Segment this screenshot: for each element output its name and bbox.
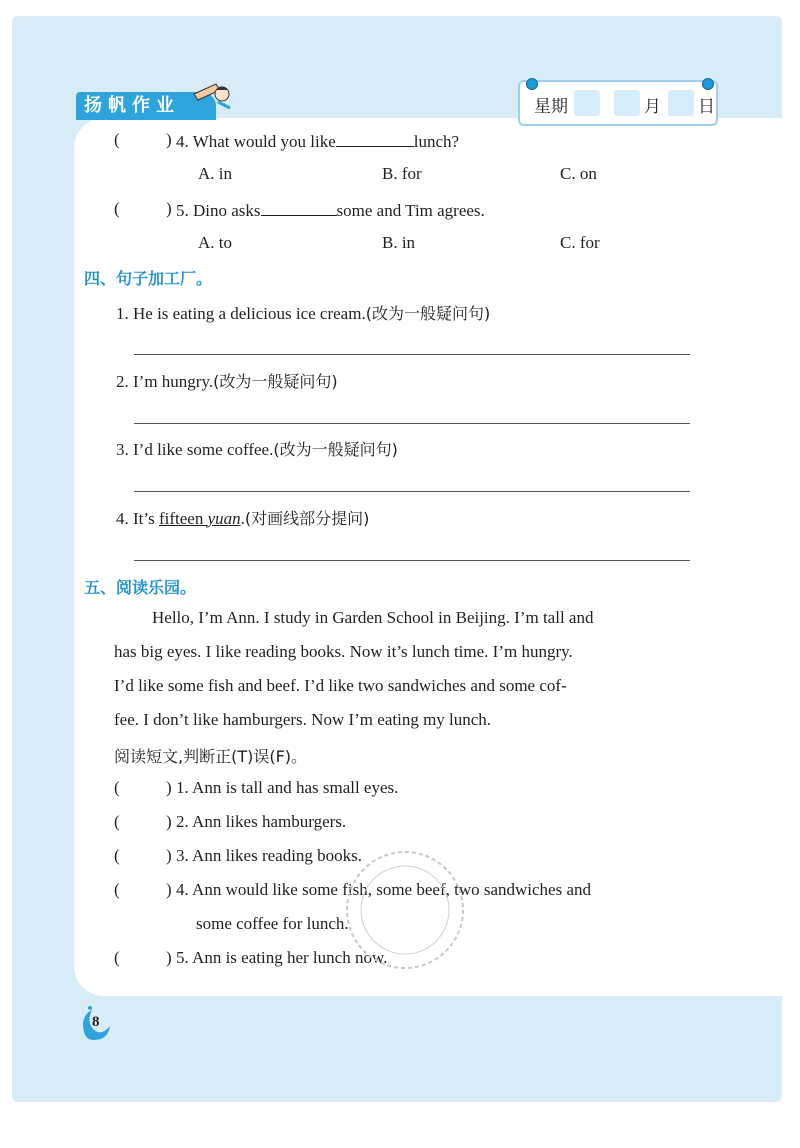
option-c: C. on bbox=[560, 164, 597, 183]
question-text-pre: Dino asks bbox=[193, 201, 261, 220]
sailor-boy-icon bbox=[190, 80, 236, 110]
passage-line-1: Hello, I’m Ann. I study in Garden School in Beijing. I’m tall and bbox=[152, 608, 594, 627]
pin-icon-left bbox=[526, 78, 538, 90]
answer-paren-open: ( bbox=[114, 130, 120, 149]
question-text-pre: What would you like bbox=[192, 132, 336, 151]
answer-paren-open: ( bbox=[114, 948, 120, 967]
option-c: C. for bbox=[560, 233, 600, 252]
passage-line-3: I’d like some fish and beef. I’d like two sandwiches and some cof- bbox=[114, 676, 567, 695]
option-a: A. in bbox=[198, 164, 232, 183]
tf-statement-2: 2. Ann likes hamburgers. bbox=[176, 812, 347, 831]
item-instruction: (改为一般疑问句) bbox=[213, 372, 338, 391]
rewrite-item-3 bbox=[116, 437, 398, 460]
answer-paren-close: ) bbox=[166, 778, 172, 797]
page-number: 8 bbox=[92, 1014, 100, 1030]
answer-paren-close: ) bbox=[166, 199, 172, 218]
day-blank[interactable] bbox=[668, 90, 694, 116]
watermark-stamp bbox=[330, 840, 480, 980]
passage-line-4: fee. I don’t like hamburgers. Now I’m eating my lunch. bbox=[114, 710, 492, 729]
item-english: 1. He is eating a delicious ice cream. bbox=[116, 304, 366, 323]
question-5 bbox=[176, 199, 485, 221]
answer-line-2[interactable] bbox=[134, 423, 690, 424]
day-label: 日 bbox=[698, 97, 715, 117]
answer-paren-close: ) bbox=[166, 812, 172, 831]
answer-paren-open: ( bbox=[114, 778, 120, 797]
week-blank[interactable] bbox=[574, 90, 600, 116]
section-5-heading: 五、阅读乐园。 bbox=[84, 578, 197, 597]
underlined-word: fifteen bbox=[158, 509, 208, 528]
rewrite-item-2 bbox=[116, 369, 338, 392]
pin-icon-right bbox=[702, 78, 714, 90]
item-instruction: (对画线部分提问) bbox=[244, 509, 370, 528]
item-instruction: (改为一般疑问句) bbox=[365, 304, 491, 323]
tf-instruction: 阅读短文,判断正(T)误(F)。 bbox=[114, 747, 308, 766]
answer-paren-open: ( bbox=[114, 812, 120, 831]
answer-paren-close: ) bbox=[166, 948, 172, 967]
answer-paren-open: ( bbox=[114, 199, 120, 218]
answer-paren-open: ( bbox=[114, 846, 120, 865]
question-number: 4. bbox=[176, 132, 189, 151]
option-b: B. for bbox=[382, 164, 422, 183]
question-number: 5. bbox=[176, 201, 189, 220]
week-label: 星期 bbox=[534, 97, 568, 117]
fill-blank[interactable] bbox=[261, 199, 337, 216]
item-english-post: . bbox=[240, 509, 245, 528]
answer-paren-open: ( bbox=[114, 880, 120, 899]
tf-statement-4-continued: some coffee for lunch. bbox=[196, 914, 349, 933]
option-b: B. in bbox=[382, 233, 416, 252]
tf-statement-1: 1. Ann is tall and has small eyes. bbox=[176, 778, 399, 797]
answer-line-3[interactable] bbox=[134, 491, 690, 492]
tf-statement-4: 4. Ann would like some fish, some beef, two sandwiches and bbox=[176, 880, 592, 899]
fill-blank[interactable] bbox=[336, 130, 414, 147]
date-box bbox=[518, 80, 718, 126]
answer-paren-close: ) bbox=[166, 880, 172, 899]
month-blank[interactable] bbox=[614, 90, 640, 116]
underlined-word-italic: yuan bbox=[207, 509, 241, 528]
tf-statement-5: 5. Ann is eating her lunch now. bbox=[176, 948, 388, 967]
question-text-post: some and Tim agrees. bbox=[336, 201, 485, 220]
answer-line-4[interactable] bbox=[134, 560, 690, 561]
rewrite-item-1 bbox=[116, 301, 490, 324]
tf-statement-3: 3. Ann likes reading books. bbox=[176, 846, 363, 865]
option-a: A. to bbox=[198, 233, 232, 252]
answer-paren-close: ) bbox=[166, 130, 172, 149]
passage-line-2: has big eyes. I like reading books. Now it’s lunch time. I’m hungry. bbox=[114, 642, 573, 661]
rewrite-item-4 bbox=[116, 506, 369, 529]
section-4-heading: 四、句子加工厂。 bbox=[84, 269, 213, 288]
item-instruction: (改为一般疑问句) bbox=[273, 440, 398, 459]
answer-line-1[interactable] bbox=[134, 354, 690, 355]
item-english: 2. I’m hungry. bbox=[116, 372, 214, 391]
month-label: 月 bbox=[644, 97, 661, 117]
item-english: 3. I’d like some coffee. bbox=[116, 440, 274, 459]
item-english-pre: 4. It’s bbox=[116, 509, 159, 528]
question-text-post: lunch? bbox=[413, 132, 460, 151]
answer-paren-close: ) bbox=[166, 846, 172, 865]
brand-title: 扬帆作业 bbox=[84, 95, 180, 116]
underlined-part bbox=[159, 509, 241, 528]
question-4 bbox=[176, 130, 459, 152]
